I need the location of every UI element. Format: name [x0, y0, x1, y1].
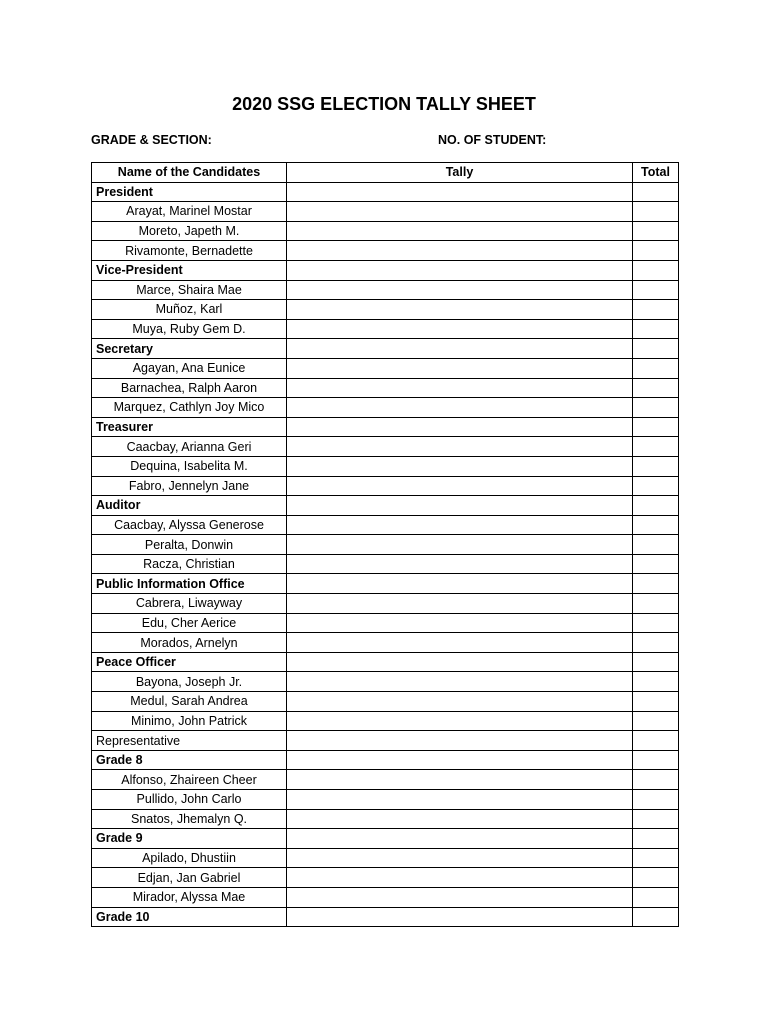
total-cell — [633, 456, 679, 476]
candidate-name: Bayona, Joseph Jr. — [92, 672, 287, 692]
total-cell — [633, 182, 679, 202]
total-cell — [633, 574, 679, 594]
total-cell — [633, 594, 679, 614]
position-label: Grade 8 — [92, 750, 287, 770]
total-cell — [633, 633, 679, 653]
position-label: Peace Officer — [92, 652, 287, 672]
total-cell — [633, 711, 679, 731]
tally-cell — [287, 456, 633, 476]
total-cell — [633, 672, 679, 692]
header-tally: Tally — [287, 163, 633, 183]
tally-cell — [287, 476, 633, 496]
position-row — [92, 182, 679, 202]
tally-cell — [287, 672, 633, 692]
candidate-row — [92, 378, 679, 398]
position-label: Treasurer — [92, 417, 287, 437]
no-of-student-label: NO. OF STUDENT: — [438, 133, 547, 147]
candidate-name: Caacbay, Alyssa Generose — [92, 515, 287, 535]
candidate-name: Snatos, Jhemalyn Q. — [92, 809, 287, 829]
candidate-row — [92, 456, 679, 476]
candidate-name: Dequina, Isabelita M. — [92, 456, 287, 476]
tally-cell — [287, 280, 633, 300]
candidate-name: Fabro, Jennelyn Jane — [92, 476, 287, 496]
tally-cell — [287, 907, 633, 927]
total-cell — [633, 554, 679, 574]
candidate-row — [92, 280, 679, 300]
candidate-name: Muya, Ruby Gem D. — [92, 319, 287, 339]
tally-cell — [287, 378, 633, 398]
candidate-row — [92, 221, 679, 241]
position-label: Grade 9 — [92, 829, 287, 849]
header-name: Name of the Candidates — [92, 163, 287, 183]
candidate-row — [92, 202, 679, 222]
candidate-row — [92, 300, 679, 320]
candidate-row — [92, 770, 679, 790]
candidate-row — [92, 633, 679, 653]
grade-section-label: GRADE & SECTION: — [91, 133, 212, 147]
candidate-name: Edu, Cher Aerice — [92, 613, 287, 633]
tally-cell — [287, 554, 633, 574]
candidate-name: Mirador, Alyssa Mae — [92, 887, 287, 907]
total-cell — [633, 398, 679, 418]
candidate-name: Marquez, Cathlyn Joy Mico — [92, 398, 287, 418]
candidate-row — [92, 535, 679, 555]
tally-cell — [287, 496, 633, 516]
total-cell — [633, 437, 679, 457]
candidate-name: Racza, Christian — [92, 554, 287, 574]
position-row — [92, 907, 679, 927]
tally-cell — [287, 770, 633, 790]
position-row — [92, 496, 679, 516]
header-total: Total — [633, 163, 679, 183]
position-label: Vice-President — [92, 260, 287, 280]
position-label: Secretary — [92, 339, 287, 359]
total-cell — [633, 535, 679, 555]
total-cell — [633, 868, 679, 888]
total-cell — [633, 809, 679, 829]
total-cell — [633, 378, 679, 398]
total-cell — [633, 829, 679, 849]
tally-cell — [287, 417, 633, 437]
candidate-row — [92, 594, 679, 614]
candidate-row — [92, 613, 679, 633]
total-cell — [633, 496, 679, 516]
total-cell — [633, 848, 679, 868]
tally-cell — [287, 848, 633, 868]
total-cell — [633, 358, 679, 378]
candidate-row — [92, 887, 679, 907]
tally-cell — [287, 633, 633, 653]
tally-cell — [287, 594, 633, 614]
total-cell — [633, 241, 679, 261]
position-label: Auditor — [92, 496, 287, 516]
total-cell — [633, 750, 679, 770]
candidate-row — [92, 319, 679, 339]
candidate-row — [92, 809, 679, 829]
tally-cell — [287, 437, 633, 457]
position-row — [92, 829, 679, 849]
candidate-name: Rivamonte, Bernadette — [92, 241, 287, 261]
position-row — [92, 417, 679, 437]
candidate-name: Minimo, John Patrick — [92, 711, 287, 731]
tally-cell — [287, 300, 633, 320]
total-cell — [633, 652, 679, 672]
tally-cell — [287, 260, 633, 280]
candidate-name: Moreto, Japeth M. — [92, 221, 287, 241]
tally-cell — [287, 535, 633, 555]
candidate-row — [92, 692, 679, 712]
candidate-name: Caacbay, Arianna Geri — [92, 437, 287, 457]
tally-cell — [287, 574, 633, 594]
position-row — [92, 731, 679, 751]
candidate-row — [92, 554, 679, 574]
total-cell — [633, 907, 679, 927]
tally-body — [92, 182, 679, 927]
tally-cell — [287, 221, 633, 241]
sheet-title: 2020 SSG ELECTION TALLY SHEET — [232, 94, 536, 114]
candidate-name: Medul, Sarah Andrea — [92, 692, 287, 712]
tally-cell — [287, 339, 633, 359]
candidate-name: Apilado, Dhustiin — [92, 848, 287, 868]
total-cell — [633, 260, 679, 280]
total-cell — [633, 300, 679, 320]
candidate-name: Marce, Shaira Mae — [92, 280, 287, 300]
tally-cell — [287, 750, 633, 770]
position-label: President — [92, 182, 287, 202]
tally-cell — [287, 398, 633, 418]
total-cell — [633, 790, 679, 810]
candidate-name: Agayan, Ana Eunice — [92, 358, 287, 378]
position-row — [92, 574, 679, 594]
candidate-row — [92, 241, 679, 261]
tally-cell — [287, 790, 633, 810]
candidate-row — [92, 437, 679, 457]
position-row — [92, 339, 679, 359]
tally-cell — [287, 868, 633, 888]
candidate-name: Alfonso, Zhaireen Cheer — [92, 770, 287, 790]
total-cell — [633, 280, 679, 300]
position-label: Public Information Office — [92, 574, 287, 594]
position-row — [92, 260, 679, 280]
tally-cell — [287, 809, 633, 829]
candidate-name: Barnachea, Ralph Aaron — [92, 378, 287, 398]
tally-cell — [287, 613, 633, 633]
total-cell — [633, 476, 679, 496]
candidate-name: Arayat, Marinel Mostar — [92, 202, 287, 222]
tally-cell — [287, 319, 633, 339]
tally-cell — [287, 829, 633, 849]
total-cell — [633, 319, 679, 339]
candidate-name: Cabrera, Liwayway — [92, 594, 287, 614]
position-label: Representative — [92, 731, 287, 751]
total-cell — [633, 515, 679, 535]
tally-cell — [287, 202, 633, 222]
tally-cell — [287, 887, 633, 907]
candidate-row — [92, 358, 679, 378]
total-cell — [633, 692, 679, 712]
tally-table — [91, 162, 679, 927]
tally-cell — [287, 711, 633, 731]
candidate-name: Pullido, John Carlo — [92, 790, 287, 810]
total-cell — [633, 202, 679, 222]
total-cell — [633, 770, 679, 790]
tally-cell — [287, 515, 633, 535]
candidate-name: Edjan, Jan Gabriel — [92, 868, 287, 888]
tally-cell — [287, 182, 633, 202]
candidate-row — [92, 672, 679, 692]
candidate-row — [92, 515, 679, 535]
candidate-name: Peralta, Donwin — [92, 535, 287, 555]
total-cell — [633, 417, 679, 437]
total-cell — [633, 731, 679, 751]
candidate-name: Muñoz, Karl — [92, 300, 287, 320]
tally-cell — [287, 692, 633, 712]
total-cell — [633, 221, 679, 241]
candidate-row — [92, 398, 679, 418]
candidate-row — [92, 868, 679, 888]
tally-cell — [287, 652, 633, 672]
total-cell — [633, 613, 679, 633]
tally-cell — [287, 241, 633, 261]
header-row — [92, 163, 679, 183]
tally-cell — [287, 358, 633, 378]
position-row — [92, 652, 679, 672]
candidate-name: Morados, Arnelyn — [92, 633, 287, 653]
candidate-row — [92, 848, 679, 868]
candidate-row — [92, 711, 679, 731]
position-label: Grade 10 — [92, 907, 287, 927]
candidate-row — [92, 790, 679, 810]
total-cell — [633, 339, 679, 359]
total-cell — [633, 887, 679, 907]
candidate-row — [92, 476, 679, 496]
tally-cell — [287, 731, 633, 751]
position-row — [92, 750, 679, 770]
